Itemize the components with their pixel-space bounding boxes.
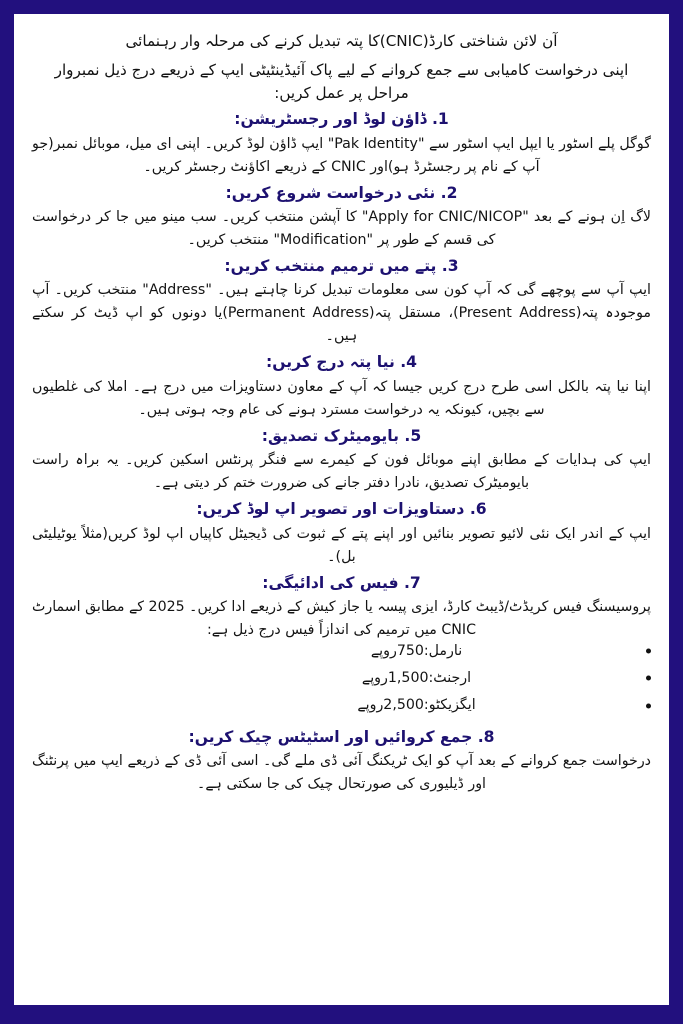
document-sheet	[14, 14, 669, 1005]
section-5	[28, 425, 655, 495]
fee-normal-label: نارمل:750روپے	[370, 643, 463, 660]
section-1-heading: 1. ڈاؤن لوڈ اور رجسٹریشن:	[234, 110, 449, 129]
section-1	[28, 108, 655, 178]
section-6-heading: 6. دستاویزات اور تصویر اپ لوڈ کریں:	[196, 500, 487, 519]
section-5-heading: 5. بایومیٹرک تصدیق:	[261, 426, 422, 445]
section-2	[28, 182, 655, 252]
section-6	[28, 498, 655, 568]
section-6-body: ایپ کے اندر ایک نئی لائیو تصویر بنائیں اور اپنے پتے کے ثبوت کی ڈیجیٹل کاپیاں اپ لوڈ کریں(مثلاً یوٹیلیٹی بل)۔	[32, 525, 651, 565]
section-3	[28, 255, 655, 348]
document-title-line-2: اپنی درخواست کامیابی سے جمع کروانے کے لیے پاک آئیڈینٹیٹی ایپ کے ذریعے درج ذیل نمبروار مراحل پر عمل کریں:	[54, 61, 629, 103]
section-5-body: ایپ کی ہدایات کے مطابق اپنے موبائل فون کے کیمرے سے فنگر پرنٹس اسکین کریں۔ یہ براہ راست بایومیٹرک تصدیق، نادرا دفتر جانے کی ضرورت ختم کر دیتی ہے۔	[32, 452, 651, 492]
bullet-icon	[646, 703, 651, 708]
section-4-heading: 4. نیا پتہ درج کریں:	[265, 353, 418, 372]
section-8-body: درخواست جمع کروانے کے بعد آپ کو ایک ٹریکنگ آئی ڈی ملے گی۔ اسی آئی ڈی کے ذریعے ایپ میں پرنٹنگ اور ڈیلیوری کی صورتحال چیک کی جا سکتی ہے۔	[32, 753, 651, 793]
fee-urgent-label: ارجنٹ:1,500روپے	[361, 670, 472, 687]
section-7	[28, 572, 655, 713]
document-title-line-1: آن لائن شناختی کارڈ(CNIC)کا پتہ تبدیل کرنے کی مرحلہ وار رہنمائی	[125, 32, 558, 50]
bullet-icon	[646, 649, 651, 654]
section-4-body: اپنا نیا پتہ بالکل اسی طرح درج کریں جیسا کہ آپ کے معاون دستاویزات میں درج ہے۔ املا کی غلطیوں سے بچیں، کیونکہ یہ درخواست مسترد ہونے کی عام وجہ ہوتی ہیں۔	[32, 378, 651, 418]
section-3-body: ایپ آپ سے پوچھے گی کہ آپ کون سی معلومات تبدیل کرنا چاہتے ہیں۔ "Address" منتخب کریں۔ آپ موجودہ پتہ(Present Address)، مستقل پتہ(Permanent Address)یا دونوں کو اپ ڈیٹ کر سکتے ہیں۔	[32, 282, 652, 345]
fee-list-item	[28, 698, 655, 712]
fee-list	[28, 644, 655, 713]
section-8	[28, 726, 655, 796]
bullet-icon	[646, 676, 651, 681]
section-2-heading: 2. نئی درخواست شروع کریں:	[225, 183, 458, 202]
fee-executive-label: ایگزیکٹو:2,500روپے	[357, 697, 476, 714]
section-1-body: گوگل پلے اسٹور یا ایپل ایپ اسٹور سے "Pak Identity" ایپ ڈاؤن لوڈ کریں۔ اپنی ای میل، موبائل نمبر(جو آپ کے نام پر رجسٹرڈ ہو)اور CNIC کے ذریعے اکاؤنٹ رجسٹر کریں۔	[32, 135, 652, 175]
fee-list-item	[28, 644, 655, 658]
section-2-body: لاگ اِن ہونے کے بعد "Apply for CNIC/NICOP" کا آپشن منتخب کریں۔ سب مینو میں جا کر درخواست کی قسم کے طور پر "Modification" منتخب کریں۔	[32, 209, 652, 249]
section-3-heading: 3. پتے میں ترمیم منتخب کریں:	[224, 257, 459, 276]
fee-list-item	[28, 671, 655, 685]
section-7-heading: 7. فیس کی ادائیگی:	[262, 573, 421, 592]
section-4	[28, 351, 655, 421]
section-8-heading: 8. جمع کروائیں اور اسٹیٹس چیک کریں:	[188, 727, 495, 746]
section-7-body: پروسیسنگ فیس کریڈٹ/ڈیبٹ کارڈ، ایزی پیسہ یا جاز کیش کے ذریعے ادا کریں۔ 2025 کے مطابق اسمارٹ CNIC میں ترمیم کی اندازاً فیس درج ذیل ہے:	[32, 599, 651, 639]
